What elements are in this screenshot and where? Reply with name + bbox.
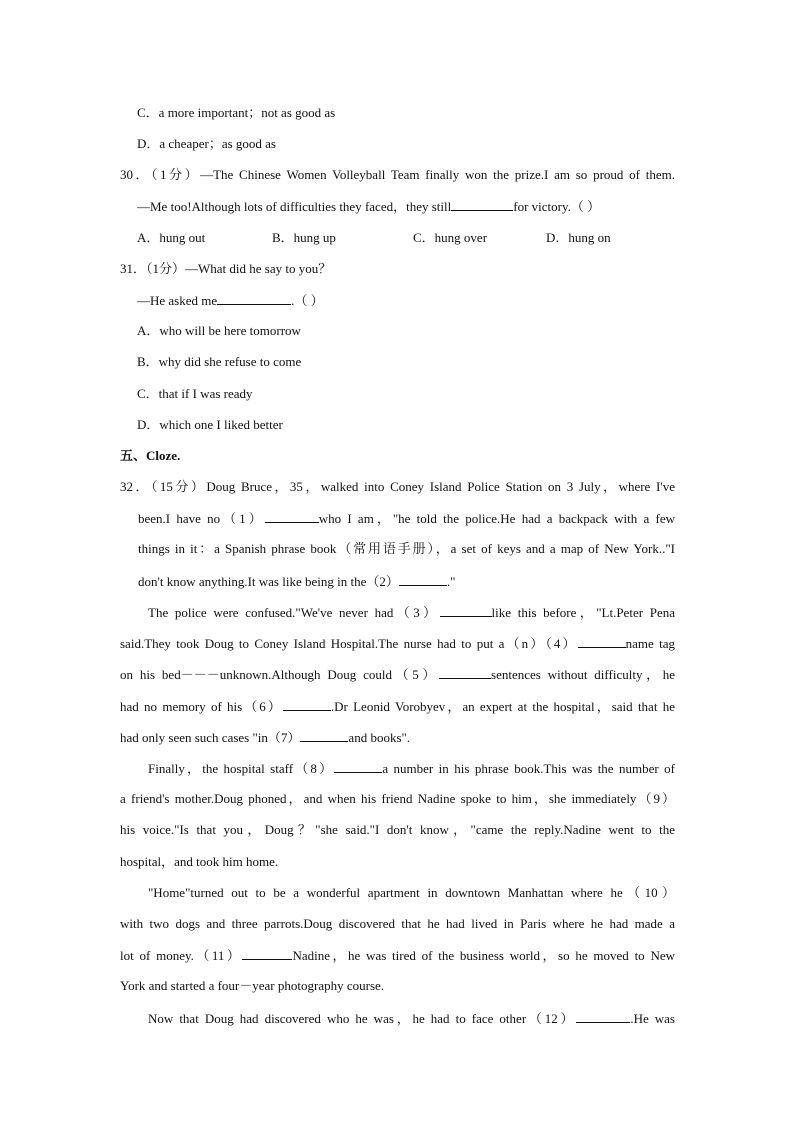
cloze-blank-4[interactable] [578, 635, 626, 648]
passage-line-15: with two dogs and three parrots.Doug discovered that he had lived in Paris where he had made a [120, 916, 675, 931]
cloze-blank-1[interactable] [265, 510, 319, 523]
passage-line-16 [120, 947, 675, 963]
passage-text: The police were confused."We've never had（3） [148, 605, 440, 620]
q31-option-d: D．which one I liked better [137, 417, 283, 432]
passage-line-13: hospital，and took him home. [120, 854, 279, 869]
q30-option-c: C．hung over [413, 230, 488, 245]
passage-line-3: things in it：a Spanish phrase book（常用语手册），a set of keys and a map of New York.."I [138, 541, 675, 556]
passage-text: Finally，the hospital staff（8） [148, 761, 335, 776]
q29-option-d: D．a cheaper；as good as [137, 136, 276, 151]
cloze-blank-3[interactable] [440, 604, 492, 617]
cloze-blank-5[interactable] [439, 666, 491, 679]
q31-option-b: B．why did she refuse to come [137, 354, 302, 369]
q30-stem: 30．（1分）—The Chinese Women Volleyball Team finally won the prize.I am so proud of them. [120, 167, 675, 182]
passage-line-7 [120, 666, 675, 682]
passage-text: had no memory of his（6） [120, 699, 283, 714]
passage-line-17: York and started a four－year photography course. [120, 978, 385, 993]
q29-option-c: C．a more important；not as good as [137, 105, 336, 120]
passage-text: .Dr Leonid Vorobyev，an expert at the hospital，said that he [330, 699, 675, 714]
passage-text: on his bed－－－unknown.Although Doug could（5） [120, 667, 440, 682]
q31-stem-line2 [137, 292, 324, 308]
passage-text: and books". [348, 730, 411, 745]
q31-stem: 31．（1分）—What did he say to you？ [120, 261, 332, 276]
passage-line-12: his voice."Is that you，Doug？"she said."I don't know，"came the reply.Nadine went to the [120, 822, 675, 837]
q30-options [0, 230, 794, 246]
passage-text: Now that Doug had discovered who he was，he had to face other（12） [148, 1011, 577, 1026]
passage-text: name tag [625, 636, 675, 651]
cloze-blank-8[interactable] [334, 760, 382, 773]
passage-text: sentences without difficulty，he [491, 667, 675, 682]
passage-text: ." [446, 574, 456, 589]
passage-line-4 [138, 573, 455, 589]
passage-text: .He was [630, 1011, 675, 1026]
q31-option-c: C．that if I was ready [137, 386, 253, 401]
q31-answer-blank[interactable] [217, 292, 291, 305]
passage-line-10 [148, 760, 675, 776]
q30-stem-line2 [137, 198, 600, 214]
q30-stem-part-b: for victory.（ ） [513, 199, 601, 214]
cloze-blank-7[interactable] [300, 729, 348, 742]
cloze-blank-2[interactable] [399, 573, 447, 586]
q30-option-a: A．hung out [137, 230, 206, 245]
section-title-cloze: 五、Cloze. [120, 448, 181, 463]
passage-line-5 [148, 604, 675, 620]
passage-line-18 [148, 1010, 675, 1026]
cloze-blank-6[interactable] [283, 698, 331, 711]
passage-line-9 [120, 729, 410, 745]
passage-text: who I am，"he told the police.He had a backpack with a few [318, 511, 675, 526]
passage-text: had only seen such cases "in（7） [120, 730, 301, 745]
passage-line-2 [138, 510, 675, 526]
passage-text: Nadine，he was tired of the business world，so he moved to New [292, 948, 675, 963]
passage-line-8 [120, 698, 675, 714]
q31-option-a: A．who will be here tomorrow [137, 323, 301, 338]
cloze-blank-12[interactable] [576, 1010, 630, 1023]
passage-text: lot of money.（11） [120, 948, 243, 963]
q30-stem-part-a: —Me too!Although lots of difficulties they faced，they still [137, 199, 452, 214]
q30-answer-blank[interactable] [451, 198, 513, 211]
passage-line-11: a friend's mother.Doug phoned，and when his friend Nadine spoke to him，she immediately（9） [120, 791, 675, 806]
passage-line-14: "Home"turned out to be a wonderful apartment in downtown Manhattan where he（10） [148, 885, 675, 900]
passage-line-1: 32．（15分）Doug Bruce，35，walked into Coney Island Police Station on 3 July，where I've [120, 479, 675, 494]
passage-text: said.They took Doug to Coney Island Hospital.The nurse had to put a（n）（4） [120, 636, 578, 651]
passage-text: don't know anything.It was like being in the（2） [138, 574, 399, 589]
passage-text: a number in his phrase book.This was the number of [382, 761, 675, 776]
q31-stem-part-b: .（ ） [291, 293, 324, 308]
passage-text: been.I have no（1） [138, 511, 265, 526]
cloze-blank-11[interactable] [242, 947, 292, 960]
q31-stem-part-a: —He asked me [137, 293, 218, 308]
q30-option-d: D．hung on [546, 230, 611, 245]
passage-text: like this before，"Lt.Peter Pena [491, 605, 675, 620]
passage-line-6 [120, 635, 675, 651]
q30-option-b: B．hung up [272, 230, 336, 245]
